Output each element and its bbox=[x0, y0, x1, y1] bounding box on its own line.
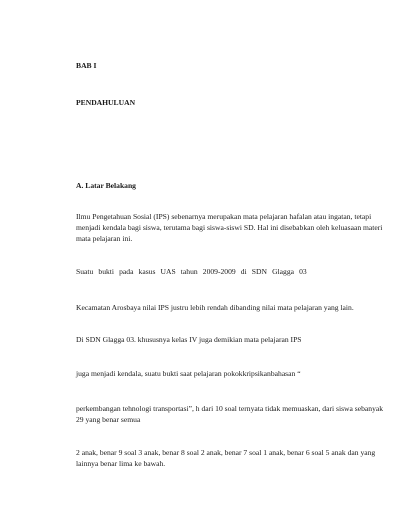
paragraph-line: lainnya benar lima ke bawah. bbox=[76, 459, 166, 468]
paragraph-anak bbox=[76, 447, 394, 469]
chapter-number: BAB I bbox=[76, 61, 97, 70]
paragraph-line: perkembangan tehnologi transportasi”, h dari 10 soal ternyata tidak memuaskan, dari siswa sebanyak bbox=[76, 404, 384, 413]
paragraph-line: 29 yang benar semua bbox=[76, 415, 141, 424]
paragraph-kendala: juga menjadi kendala, suatu bukti saat pelajaran pokokkripsikanbahasan “ bbox=[76, 369, 301, 378]
paragraph-line: mata pelajaran ini. bbox=[76, 234, 133, 243]
paragraph-line: Ilmu Pengetahuan Sosial (IPS) sebenarnya merupakan mata pelajaran hafalan atau ingatan, tetapi bbox=[76, 212, 372, 221]
paragraph-line: 2 anak, benar 9 soal 3 anak, benar 8 soal 2 anak, benar 7 soal 1 anak, benar 6 soal 5 anak dan yang bbox=[76, 448, 376, 457]
paragraph-ips-intro bbox=[76, 211, 394, 244]
paragraph-case: Suatu bukti pada kasus UAS tahun 2009-2009 di SDN Glagga 03 bbox=[76, 267, 307, 276]
paragraph-kecamatan: Kecamatan Arosbaya nilai IPS justru lebih rendah dibanding nilai mata pelajaran yang lain. bbox=[76, 303, 354, 312]
section-heading: A. Latar Belakang bbox=[76, 181, 136, 190]
paragraph-sdn: Di SDN Glagga 03. khususnya kelas IV juga demikian mata pelajaran IPS bbox=[76, 335, 302, 344]
chapter-title: PENDAHULUAN bbox=[76, 98, 136, 107]
paragraph-teknologi bbox=[76, 403, 394, 425]
paragraph-line: menjadi kendala bagi siswa, terutama bagi siswa-siswi SD. Hal ini disebabkan oleh keluasaan materi bbox=[76, 223, 383, 232]
